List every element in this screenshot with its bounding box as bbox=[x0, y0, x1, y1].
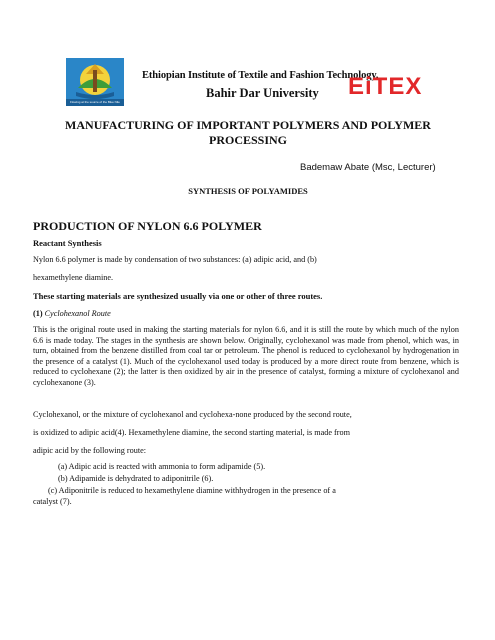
paragraph-2-line-1: Cyclohexanol, or the mixture of cyclohexanol and cyclohexa-none produced by the second route, bbox=[33, 410, 352, 419]
step-a: (a) Adipic acid is reacted with ammonia to form adipamide (5). bbox=[58, 462, 266, 471]
paragraph-2-line-2: is oxidized to adipic acid(4). Hexamethylene diamine, the second starting material, is made from bbox=[33, 428, 350, 437]
title-line-1: MANUFACTURING OF IMPORTANT POLYMERS AND POLYMER bbox=[65, 118, 431, 132]
section-heading: PRODUCTION OF NYLON 6.6 POLYMER bbox=[33, 219, 262, 233]
step-c-continued: catalyst (7). bbox=[33, 497, 72, 506]
intro-line-2: hexamethylene diamine. bbox=[33, 273, 114, 282]
eitex-logo bbox=[348, 70, 440, 104]
title-line-2: PROCESSING bbox=[208, 133, 288, 147]
institute-name: Ethiopian Institute of Textile and Fashion Technology, bbox=[142, 70, 379, 81]
author-line: Bademaw Abate (Msc, Lecturer) bbox=[300, 162, 436, 173]
university-name: Bahir Dar University bbox=[206, 86, 319, 100]
intro-line-1: Nylon 6.6 polymer is made by condensation of two substances: (a) adipic acid, and (b) bbox=[33, 255, 317, 264]
document-title bbox=[48, 118, 448, 148]
paragraph-2-line-3: adipic acid by the following route: bbox=[33, 446, 147, 455]
route-1-heading bbox=[33, 309, 459, 320]
paragraph-cyclohexanol-route: This is the original route used in making the starting materials for nylon 6.6, and it is still the route by which much of the nylon 6.6 is made today. The stages in the synthesis are shown below. Originally, cyclohexanol was made from phenol, which was, in turn, obtained from the benzene distilled from coal tar or petroleum. The phenol is reduced to cyclohexanol by hydrogenation in the presence of a catalyst (1). Much of the cyclohexanol used today is produced by a more direct route from benzene, which is reduced to cyclohexane (2); the latter is then oxidized by air in the presence of catalyst, forming a mixture of cyclohexanol and cyclohexanone (3). bbox=[33, 325, 459, 387]
logo-caption: Flowing at the source of the Blue Nile bbox=[66, 99, 124, 106]
step-c: (c) Adiponitrile is reduced to hexamethylene diamine withhydrogen in the presence of a bbox=[48, 486, 336, 495]
bahir-dar-university-logo bbox=[66, 58, 124, 106]
route-1-number: (1) bbox=[33, 309, 43, 318]
reactant-synthesis-heading: Reactant Synthesis bbox=[33, 238, 102, 248]
route-1-name: Cyclohexanol Route bbox=[44, 309, 111, 318]
eitex-logo-text: EiTEX bbox=[348, 73, 423, 100]
routes-statement: These starting materials are synthesized usually via one or other of three routes. bbox=[33, 291, 323, 301]
step-b: (b) Adipamide is dehydrated to adiponitrile (6). bbox=[58, 474, 214, 483]
synthesis-heading: SYNTHESIS OF POLYAMIDES bbox=[188, 186, 308, 196]
